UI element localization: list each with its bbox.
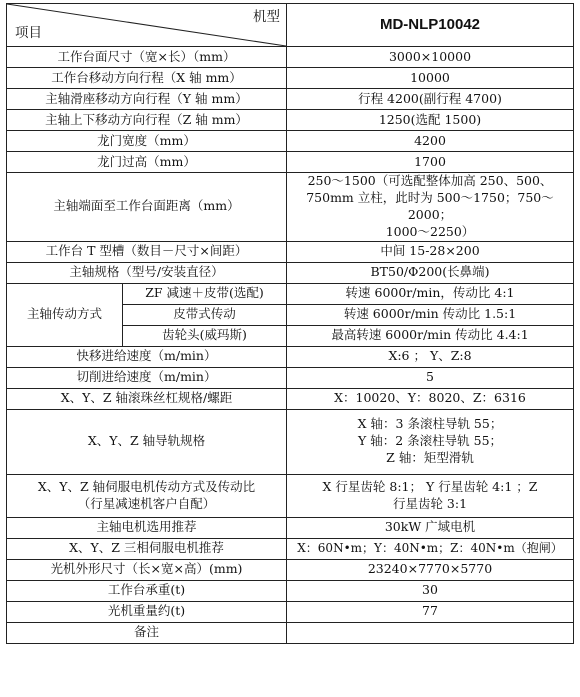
row-label: 光机外形尺寸（长×宽×高）(mm) — [7, 559, 287, 580]
row-value: 30kW 广域电机 — [287, 517, 574, 538]
table-row — [7, 241, 574, 262]
row-value: 行程 4200(副行程 4700) — [287, 89, 574, 110]
row-value: X：60N•m；Y：40N•m；Z：40N•m（抱闸） — [287, 538, 574, 559]
row-value: 77 — [287, 601, 574, 622]
row-label: 主轴上下移动方向行程（Z 轴 mm） — [7, 110, 287, 131]
row-value-multiline — [287, 474, 574, 517]
value-line: 行星齿轮 3:1 — [392, 495, 468, 511]
drive-sub-label: ZF 减速＋皮带(选配) — [123, 283, 287, 304]
row-label: 龙门宽度（mm） — [7, 131, 287, 152]
value-line: Y 轴：2 条滚柱导轨 55； — [357, 433, 503, 449]
header-model-label: 机型 — [253, 9, 280, 25]
row-label: 工作台面尺寸（宽×长）（mm） — [7, 47, 287, 68]
row-label: X、Y、Z 三相伺服电机推荐 — [7, 538, 287, 559]
model-name: MD-NLP10042 — [287, 4, 574, 47]
row-value — [287, 622, 574, 643]
table-row — [7, 47, 574, 68]
drive-group-label: 主轴传动方式 — [7, 283, 123, 346]
row-label: 工作台 T 型槽（数目－尺寸×间距） — [7, 241, 287, 262]
header-row — [7, 4, 574, 47]
row-label: 主轴电机选用推荐 — [7, 517, 287, 538]
label-line: （行星减速机客户自配） — [77, 495, 216, 511]
table-row — [7, 173, 574, 242]
table-row — [7, 110, 574, 131]
table-row — [7, 89, 574, 110]
table-row — [7, 131, 574, 152]
row-label: 主轴端面至工作台面距离（mm） — [7, 173, 287, 242]
table-row — [7, 538, 574, 559]
row-value: 23240×7770×5770 — [287, 559, 574, 580]
drive-value: 转速 6000r/min 传动比 1.5:1 — [287, 304, 574, 325]
row-value: X：10020、Y：8020、Z：6316 — [287, 388, 574, 409]
table-row — [7, 622, 574, 643]
table-row — [7, 517, 574, 538]
table-row — [7, 262, 574, 283]
table-row — [7, 474, 574, 517]
row-value: BT50/Φ200(长鼻端) — [287, 262, 574, 283]
row-value-multiline — [287, 409, 574, 474]
table-row — [7, 388, 574, 409]
spec-table — [6, 3, 574, 644]
row-value-multiline — [287, 173, 574, 242]
header-diagonal-cell — [7, 4, 287, 47]
row-label: 工作台承重(t) — [7, 580, 287, 601]
drive-value: 转速 6000r/min，传动比 4:1 — [287, 283, 574, 304]
row-value: 10000 — [287, 68, 574, 89]
table-row — [7, 409, 574, 474]
table-row — [7, 68, 574, 89]
label-line: X、Y、Z 轴伺服电机传动方式及传动比 — [37, 478, 256, 494]
value-line: X 轴：3 条滚柱导轨 55； — [357, 416, 503, 432]
row-label: X、Y、Z 轴导轨规格 — [7, 409, 287, 474]
row-value: 5 — [287, 367, 574, 388]
table-row — [7, 367, 574, 388]
table-row — [7, 580, 574, 601]
row-label: 龙门过高（mm） — [7, 152, 287, 173]
table-row — [7, 559, 574, 580]
header-item-label: 项目 — [15, 24, 42, 41]
value-line: 250～1500（可选配整体加高 250、500、 — [307, 173, 553, 188]
row-label: 快移进给速度（m/min） — [7, 346, 287, 367]
spec-table-wrapper — [6, 3, 574, 644]
row-value: X:6 ； Y、Z:8 — [287, 346, 574, 367]
drive-value: 最高转速 6000r/min 传动比 4.4:1 — [287, 325, 574, 346]
table-row — [7, 152, 574, 173]
row-label-multiline — [7, 474, 287, 517]
diagonal-line — [7, 4, 286, 46]
row-label: 主轴规格（型号/安装直径） — [7, 262, 287, 283]
row-value: 3000×10000 — [287, 47, 574, 68]
row-value: 4200 — [287, 131, 574, 152]
row-value: 1700 — [287, 152, 574, 173]
row-label: 工作台移动方向行程（X 轴 mm） — [7, 68, 287, 89]
row-value: 1250(选配 1500) — [287, 110, 574, 131]
row-label: X、Y、Z 轴滚珠丝杠规格/螺距 — [7, 388, 287, 409]
row-value: 30 — [287, 580, 574, 601]
row-label: 切削进给速度（m/min） — [7, 367, 287, 388]
row-label: 主轴滑座移动方向行程（Y 轴 mm） — [7, 89, 287, 110]
drive-sub-label: 齿轮头(威玛斯) — [123, 325, 287, 346]
value-line: 1000～2250） — [385, 223, 475, 239]
value-line: Z 轴：矩型滑轨 — [386, 449, 474, 465]
table-row — [7, 601, 574, 622]
table-row — [7, 346, 574, 367]
row-label: 备注 — [7, 622, 287, 643]
row-value: 中间 15-28×200 — [287, 241, 574, 262]
drive-sub-label: 皮带式传动 — [123, 304, 287, 325]
row-label: 光机重量约(t) — [7, 601, 287, 622]
table-row — [7, 283, 574, 304]
value-line: 750mm 立柱，此时为 500～1750；750～2000； — [306, 189, 554, 222]
value-line: X 行星齿轮 8:1； Y 行星齿轮 4:1 ；Z — [322, 478, 538, 494]
